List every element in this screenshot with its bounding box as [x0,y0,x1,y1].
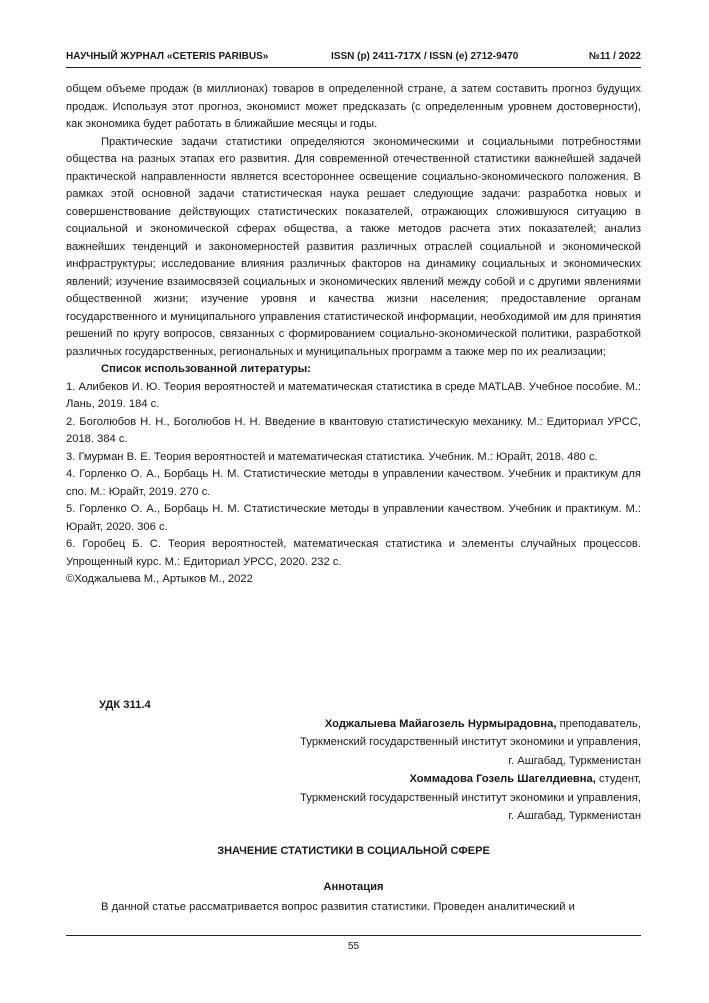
article-body [66,81,641,589]
author-1-name: Ходжалыева Майагозель Нурмырадовна, [324,717,557,730]
issn-info: ISSN (p) 2411-717X / ISSN (e) 2712-9470 [331,51,519,62]
author-2-role: студент, [595,773,641,785]
reference-item: 4. Горленко О. А., Борбаць Н. М. Статистические методы в управлении качеством. Учебник и практикум для спо. М.: Юрайт, 2019. 270 с. [66,468,641,498]
copyright-line: ©Ходжалыева М., Артыков М., 2022 [66,573,253,585]
reference-item: 3. Гмурман В. Е. Теория вероятностей и математическая статистика. Учебник. М.: Юрайт, 2018. 480 с. [66,450,598,463]
issue-number: №11 / 2022 [588,51,641,62]
page-number: 55 [347,941,360,952]
annotation-text: В данной статье рассматривается вопрос развития статистики. Проведен аналитический и [101,901,575,913]
journal-page [66,0,641,1003]
journal-name: НАУЧНЫЙ ЖУРНАЛ «CETERIS PARIBUS» [66,51,269,62]
reference-item: 5. Горленко О. А., Борбаць Н. М. Статистические методы в управлении качеством. Учебник и практикум. М.: Юрайт, 2020. 306 с. [66,503,641,533]
author-1-affiliation: Туркменский государственный институт экономики и управления, [300,736,641,748]
udk-code: УДК 311.4 [99,699,151,711]
author-2 [66,770,641,789]
running-header [66,51,641,67]
new-article-header [66,696,641,826]
author-2-city: г. Ашгабад, Туркменистан [508,810,641,822]
author-1-city: г. Ашгабад, Туркменистан [508,754,641,767]
footer-rule [66,935,641,936]
author-2-affiliation: Туркменский государственный институт экономики и управления, [300,791,641,804]
author-1 [66,715,641,734]
reference-item: 6. Горобец Б. С. Теория вероятностей, математическая статистика и элементы случайных процессов. Упрощенный курс. М.: Едиториал УРСС, 2020. 232 с. [66,538,641,568]
author-1-role: преподаватель, [556,717,641,730]
author-2-name: Хоммадова Гозель Шагелдиевна, [409,773,596,785]
reference-item: 2. Боголюбов Н. Н., Боголюбов Н. Н. Введение в квантовую статистическую механику. М.: Едиториал УРСС, 2018. 384 с. [66,415,641,445]
body-paragraph: Практические задачи статистики определяются экономическими и социальными потребностями общества на разных этапах его развития. Для современной отечественной статистики важнейшей задачей практической направленности является всестороннее освещение социально-экономического положения. В рамках этой основной задачи статистическая наука решает следующие задачи: разработка новых и совершенствование действующих статистических показателей, отражающих сложившуюся ситуацию в социальной и экономической сферах общества, а также методов расчета этих показателей; анализ важнейших тенденций и закономерностей развития различных отраслей социальной и экономической инфраструктуры; исследование влияния различных факторов на динамику социальных и экономических явлений; изучение взаимосвязей социальных и экономических явлений между собой и с другими явлениями общественной жизни; изучение уровня и качества жизни населения; предоставление органам государственного и муниципального управления статистической информации, необходимой им для принятия решений по кругу вопросов, связанных с формированием социально-экономической политики, разработкой различных государственных, региональных и муниципальных программ а также мер по их реализации; [66,135,641,358]
article-title: ЗНАЧЕНИЕ СТАТИСТИКИ В СОЦИАЛЬНОЙ СФЕРЕ [217,845,490,857]
reference-item: 1. Алибеков И. Ю. Теория вероятностей и математическая статистика в среде MATLAB. Учебное пособие. М.: Лань, 2019. 184 с. [66,380,641,410]
references-title: Список использованной литературы: [101,363,311,375]
header-rule [66,67,641,68]
annotation-title: Аннотация [323,881,384,893]
body-paragraph: общем объеме продаж (в миллионах) товаров в определенной стране, а затем составить прогноз будущих продаж. Используя этот прогноз, экономист может предсказать (с определенным уровнем достоверности), как экономика будет работать в ближайшие месяцы и годы. [66,83,641,130]
